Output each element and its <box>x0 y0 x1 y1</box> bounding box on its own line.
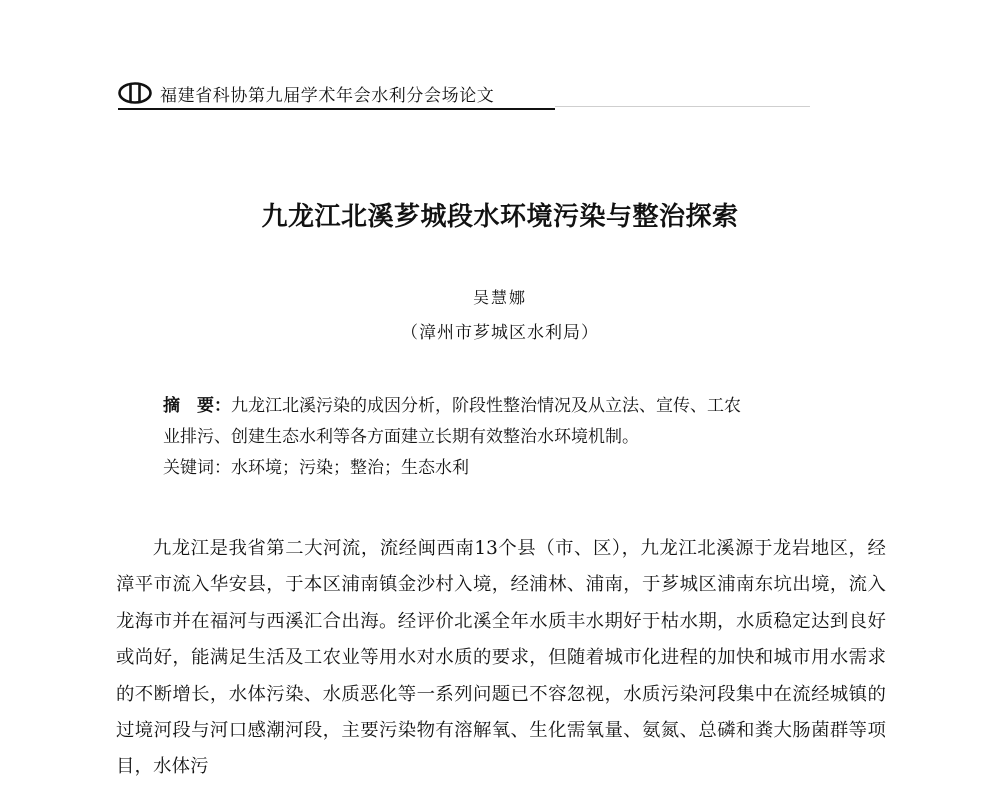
abstract-block <box>163 391 863 484</box>
paper-author: 吴慧娜 <box>472 288 527 307</box>
header-rule-extension <box>555 106 810 107</box>
paper-affiliation: （漳州市芗城区水利局） <box>401 323 599 343</box>
conference-logo-icon <box>118 82 152 104</box>
keywords-line <box>163 453 863 484</box>
body-text <box>116 531 886 786</box>
abstract-text-1: 九龙江北溪污染的成因分析，阶段性整治情况及从立法、宣传、工农 <box>231 396 741 416</box>
keywords-text: 水环境；污染；整治；生态水利 <box>231 458 469 478</box>
running-header <box>118 74 555 110</box>
header-rule <box>118 108 555 110</box>
body-paragraph: 九龙江是我省第二大河流，流经闽西南13个县（市、区），九龙江北溪源于龙岩地区，经漳平市流入华安县，于本区浦南镇金沙村入境，经浦林、浦南，于芗城区浦南东坑出境，流入龙海市并在福河与西溪汇合出海。经评价北溪全年水质丰水期好于枯水期，水质稳定达到良好或尚好，能满足生活及工农业等用水对水质的要求，但随着城市化进程的加快和城市用水需求的不断增长，水体污染、水质恶化等一系列问题已不容忽视，水质污染河段集中在流经城镇的过境河段与河口感潮河段，主要污染物有溶解氧、生化需氧量、氨氮、总磷和粪大肠菌群等项目，水体污 <box>116 538 886 778</box>
paper-title: 九龙江北溪芗城段水环境污染与整治探索 <box>261 202 739 232</box>
abstract-line-2 <box>163 422 863 453</box>
header-title: 福建省科协第九届学术年会水利分会场论文 <box>160 86 495 106</box>
abstract-label: 摘 要： <box>163 396 231 416</box>
abstract-line-1 <box>163 391 863 422</box>
abstract-text-2: 业排污、创建生态水利等各方面建立长期有效整治水环境机制。 <box>163 427 639 447</box>
keywords-label: 关键词： <box>163 458 231 478</box>
